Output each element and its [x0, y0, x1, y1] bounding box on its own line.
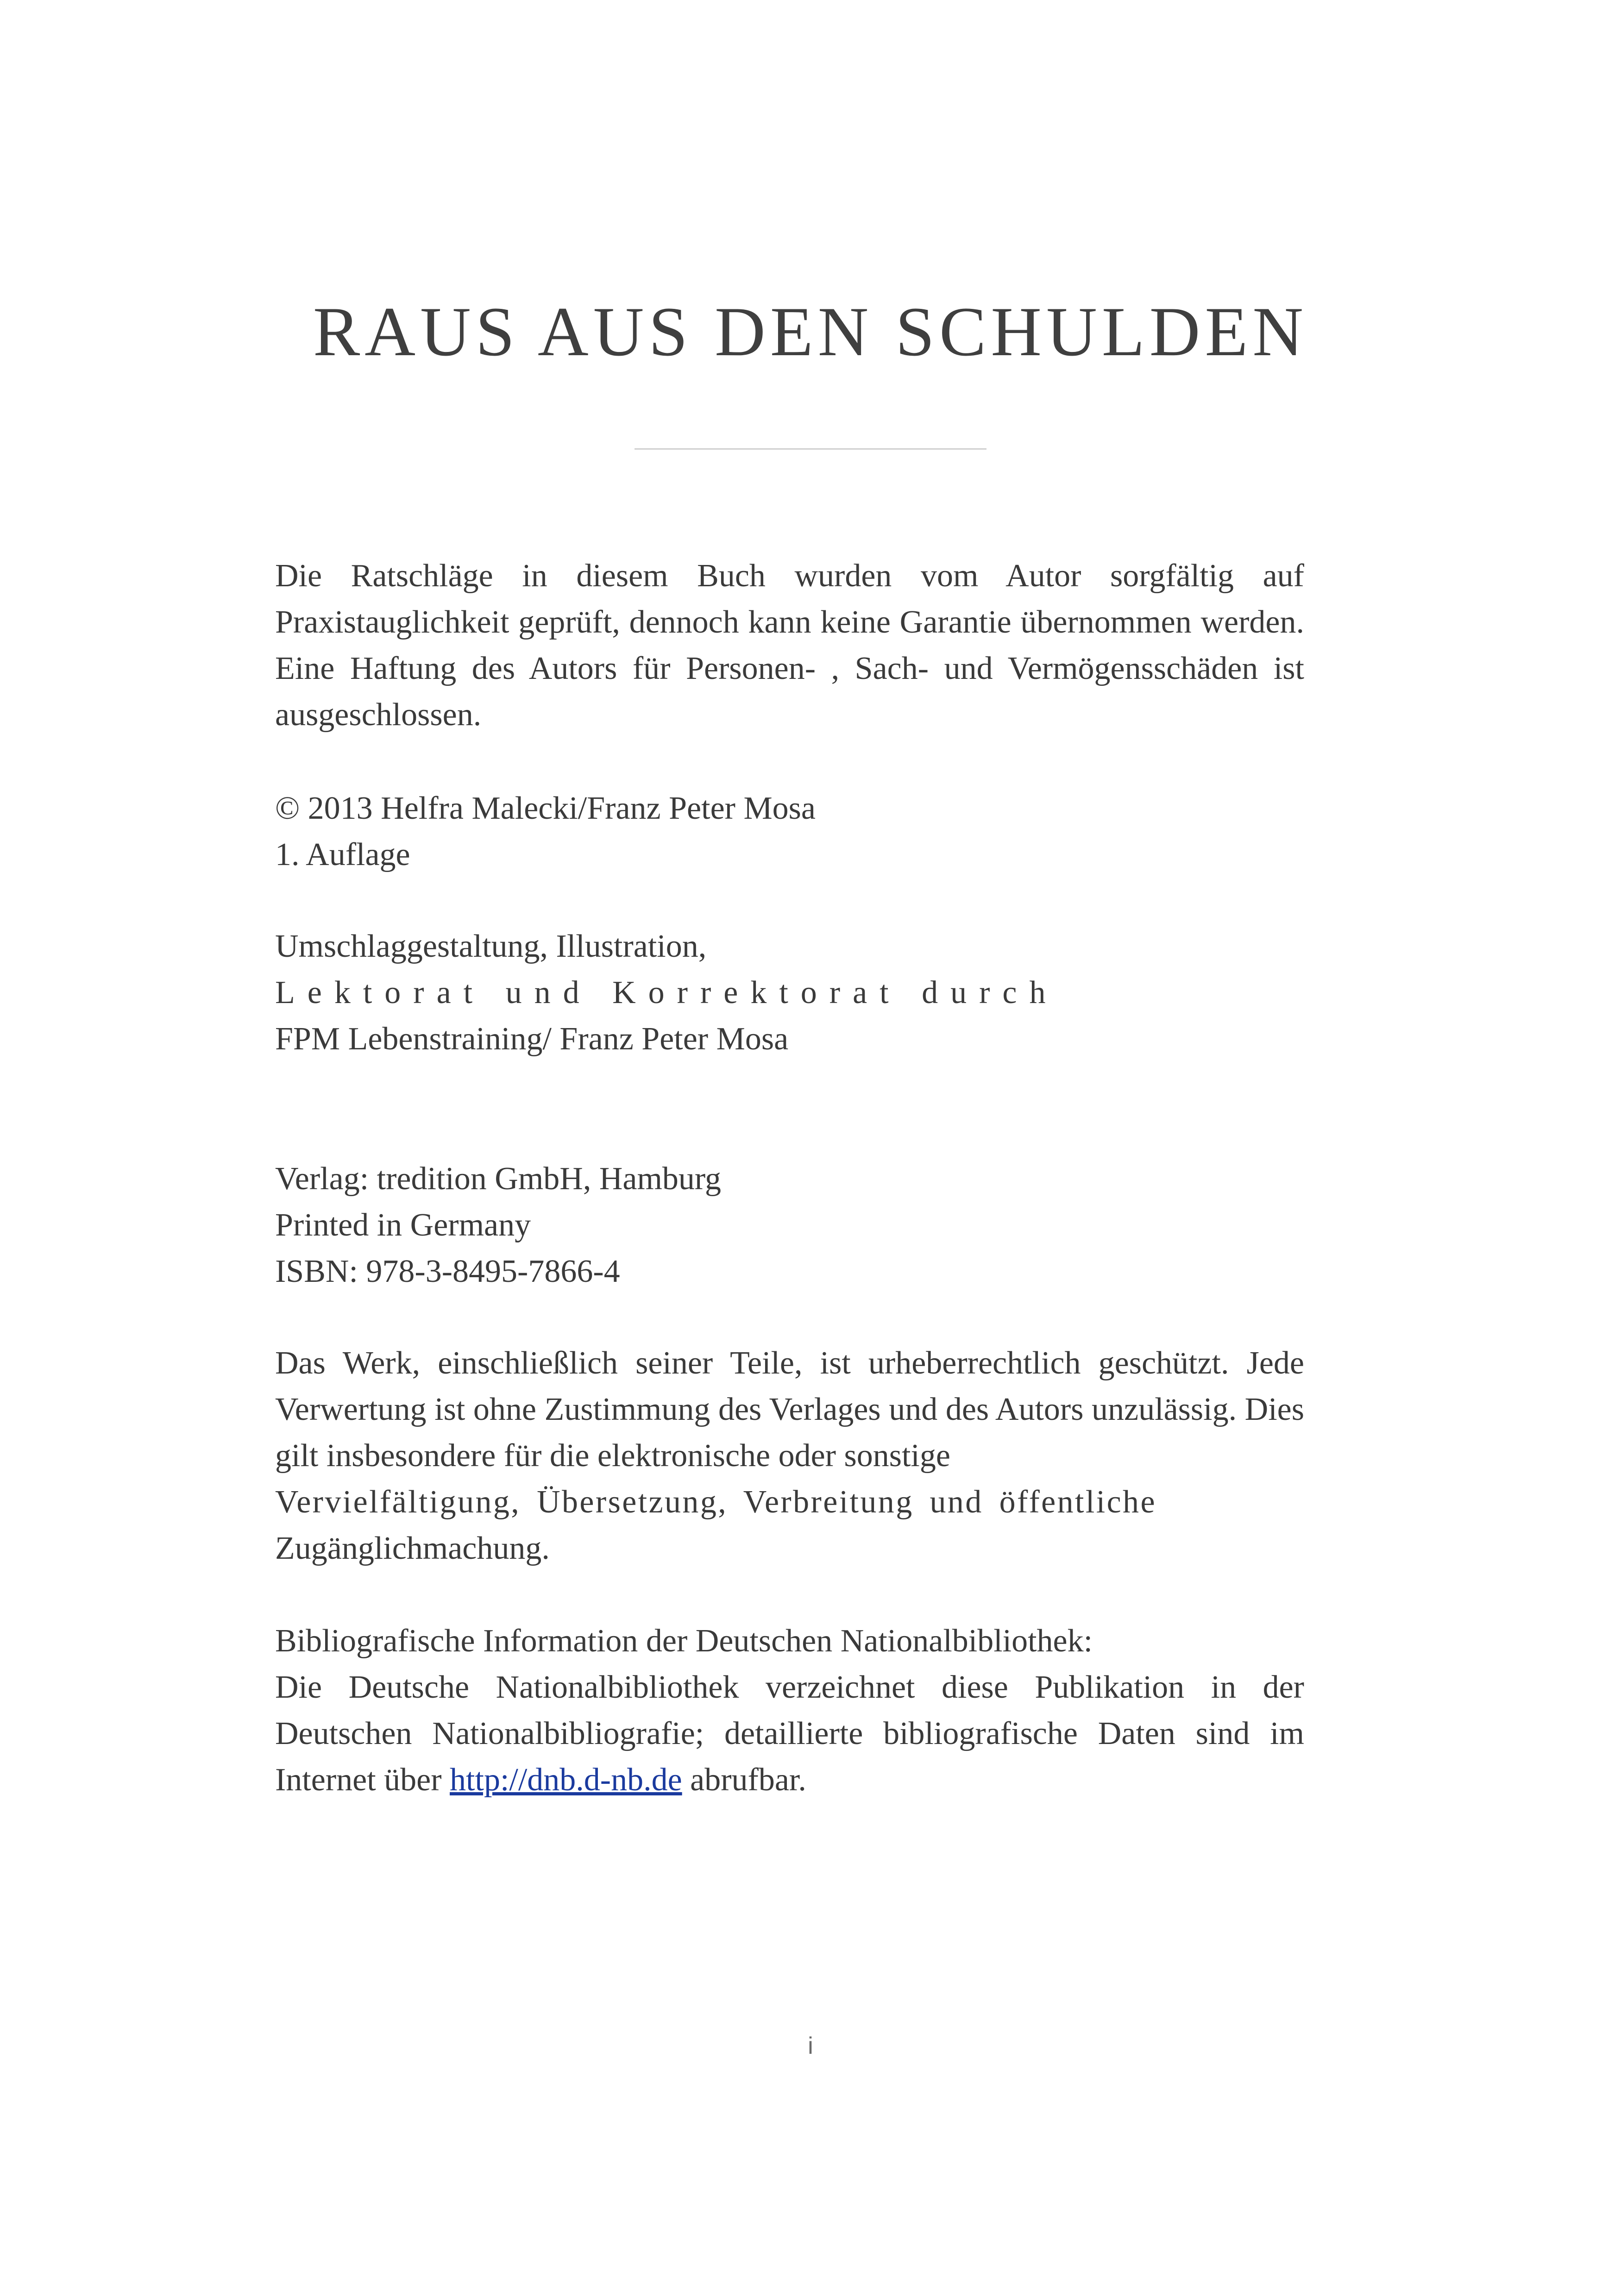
disclaimer-paragraph: Die Ratschläge in diesem Buch wurden vom Autor sorgfältig auf Praxistauglichkeit geprüft, dennoch kann keine Garantie übernommen werden. Eine Haftung des Autors für Personen- , Sach- und Vermögensschäden ist ausgeschlossen. — [275, 558, 1304, 733]
rights-spaced-line: Vervielfältigung, Übersetzung, Verbreitung und öffentliche — [275, 1484, 1156, 1520]
credits-line-editing: Lektorat und Korrektorat durch — [275, 975, 1058, 1010]
rights-block — [275, 1340, 1304, 1572]
publisher-block — [275, 1156, 1304, 1295]
page-number: i — [808, 2033, 813, 2059]
title-divider — [635, 448, 986, 450]
rights-tail: Zugänglichmachung. — [275, 1531, 550, 1566]
copyright-block — [275, 785, 1304, 878]
bibliography-heading: Bibliografische Information der Deutschen Nationalbibliothek: — [275, 1623, 1093, 1659]
book-title: RAUS AUS DEN SCHULDEN — [313, 293, 1308, 370]
printed-line: Printed in Germany — [275, 1207, 531, 1243]
credits-block — [275, 923, 1304, 1062]
copyright-line: © 2013 Helfra Malecki/Franz Peter Mosa — [275, 790, 816, 826]
bibliography-paragraph — [275, 1664, 1304, 1803]
edition-line: 1. Auflage — [275, 837, 410, 872]
credits-line-company: FPM Lebenstraining/ Franz Peter Mosa — [275, 1021, 789, 1057]
rights-paragraph: Das Werk, einschließlich seiner Teile, ist urheberrechtlich geschützt. Jede Verwertung ist ohne Zustimmung des Verlages und des Autors unzulässig. Dies gilt insbesondere für die elektronische oder sonstige — [275, 1345, 1304, 1474]
dnb-link[interactable]: http://dnb.d-nb.de — [450, 1762, 682, 1798]
bibliography-text-end: abrufbar. — [682, 1762, 806, 1798]
credits-line-design: Umschlaggestaltung, Illustration, — [275, 928, 707, 964]
publisher-line: Verlag: tredition GmbH, Hamburg — [275, 1161, 721, 1197]
isbn-line: ISBN: 978-3-8495-7866-4 — [275, 1254, 620, 1289]
bibliography-text: Die Deutsche Nationalbibliothek verzeichnet diese Publikation in der Deutschen Nationalbibliografie; detaillierte bibliografische Daten sind im Internet über — [275, 1669, 1304, 1798]
bibliography-block — [275, 1618, 1304, 1803]
